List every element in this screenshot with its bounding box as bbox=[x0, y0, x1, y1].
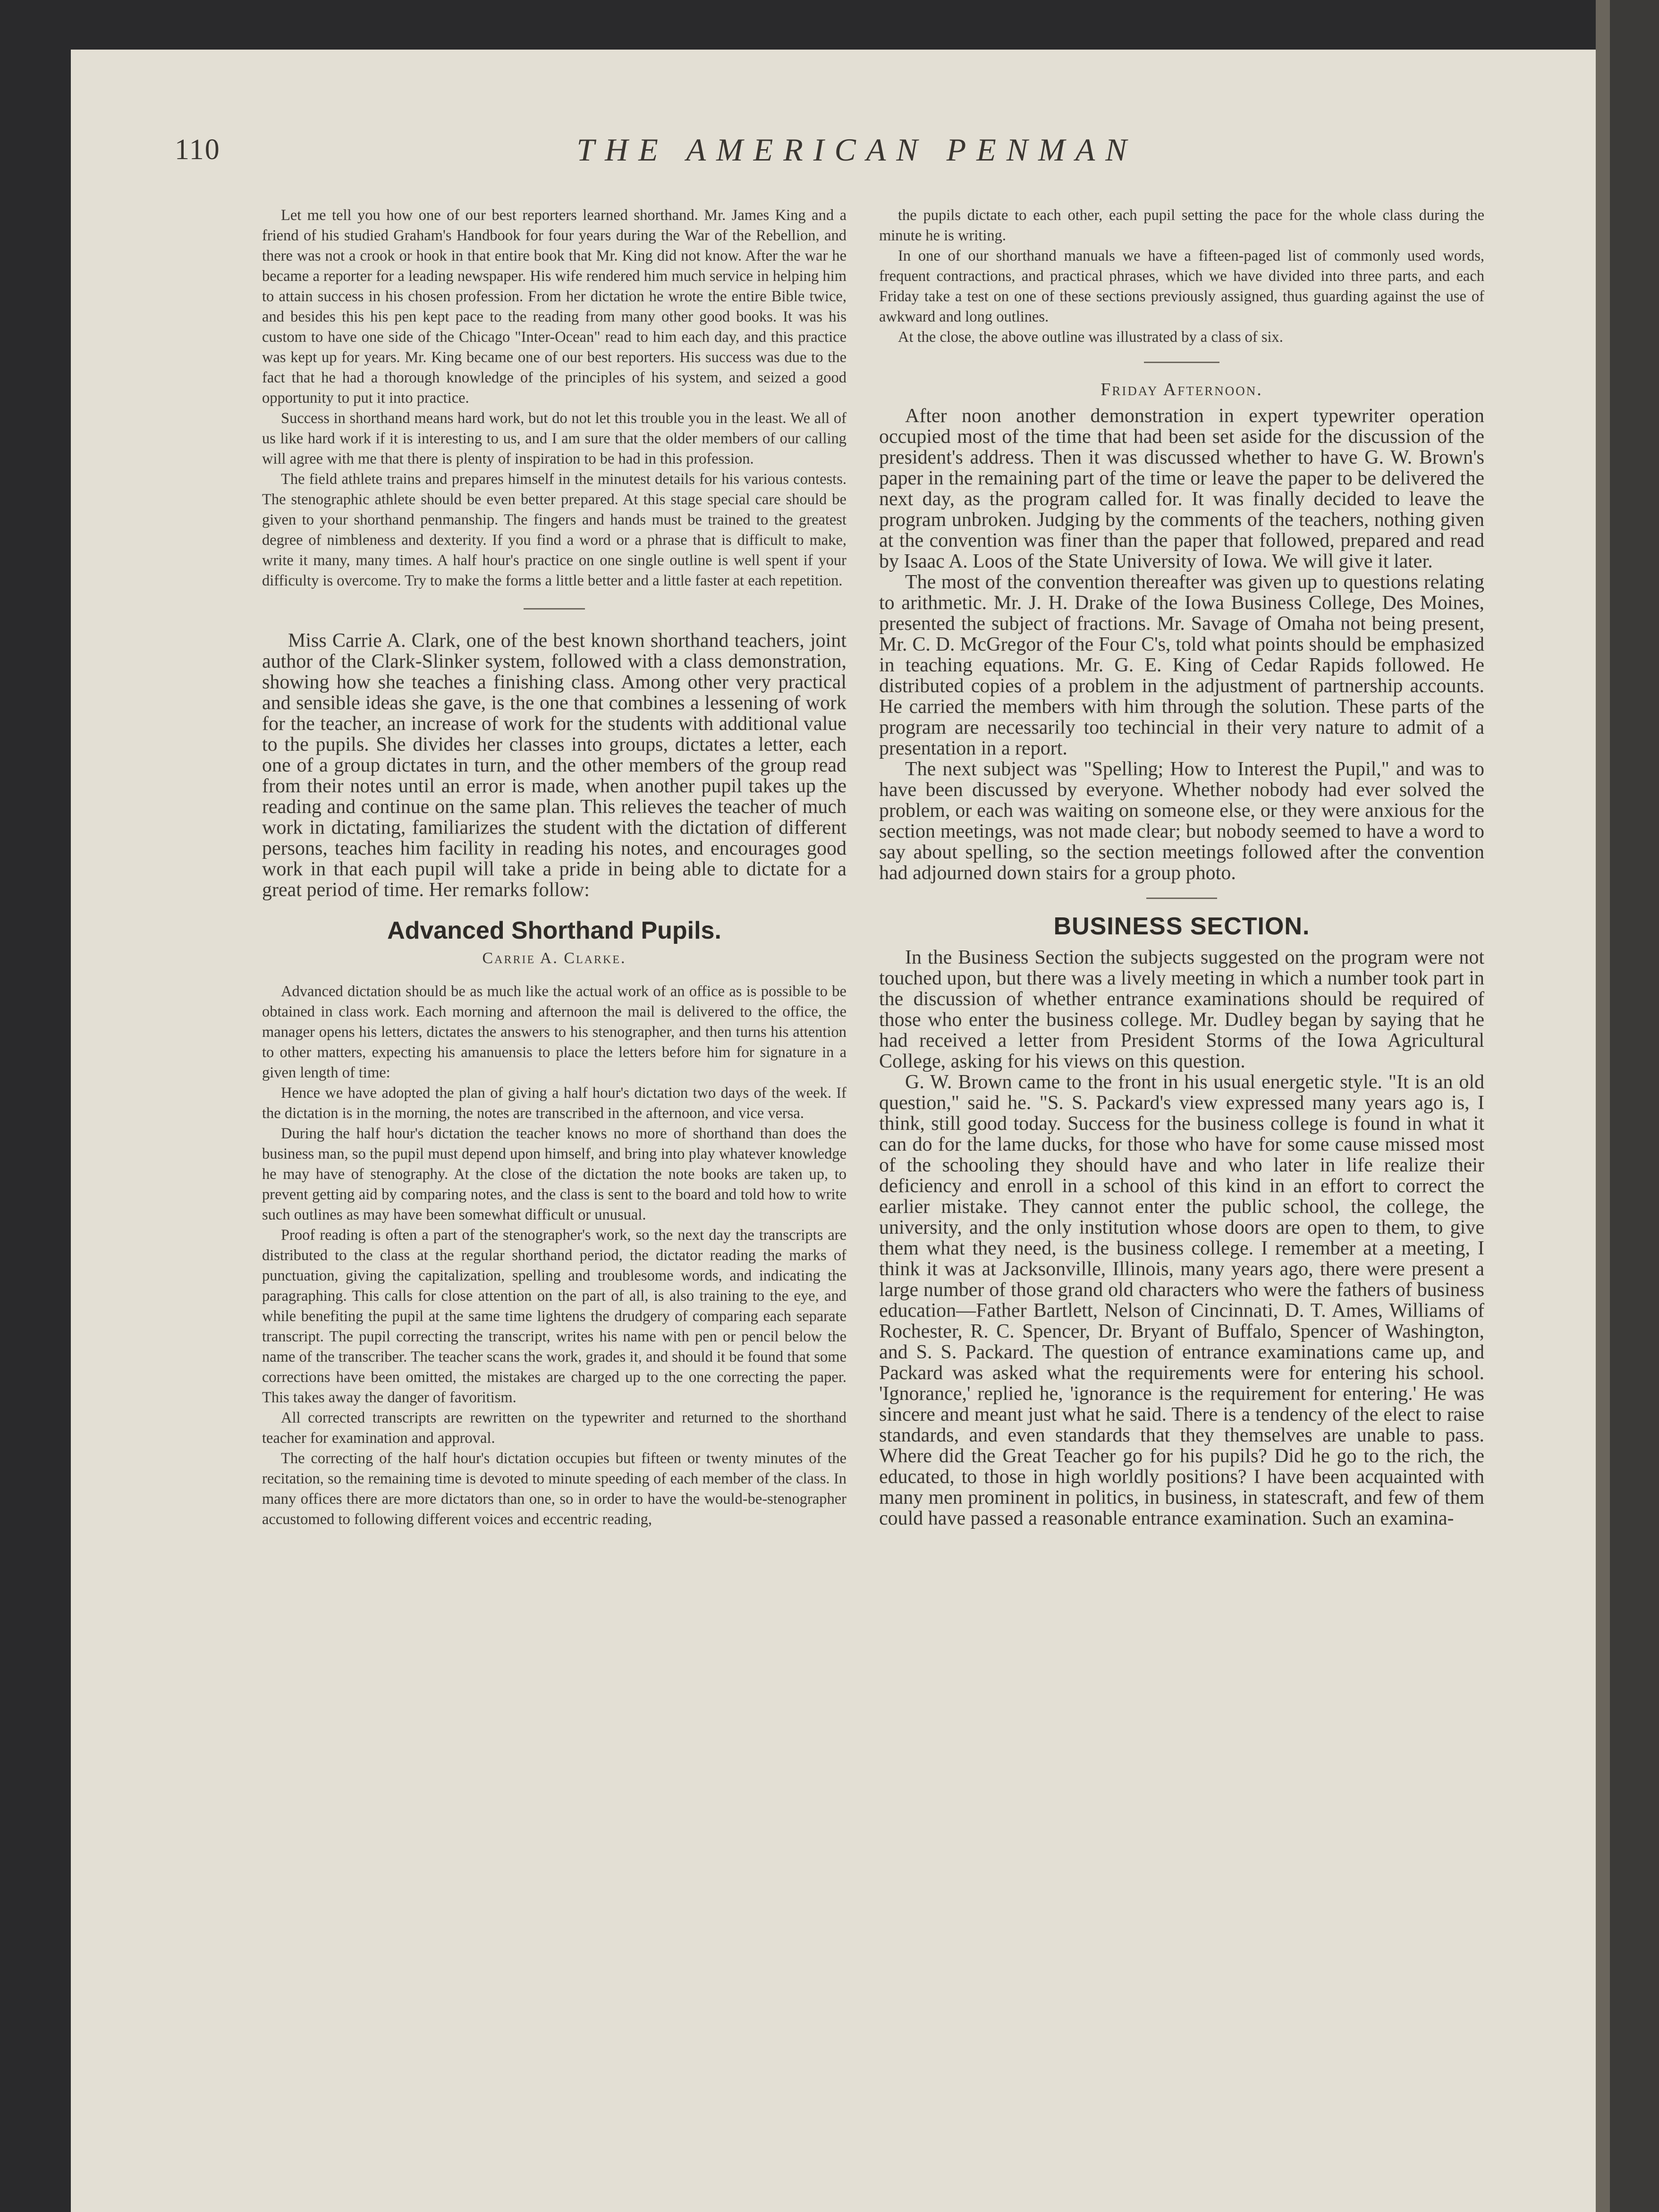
friday-paragraph: After noon another demonstration in expert typewriter operation occupied most of the time that had been set aside for the discussion of the president's address. Then it was discussed whether to have G. W. Brown's paper in the remaining part of the time or leave the paper to be delivered the next day, as the program called for. It was finally decided to leave the program unbroken. Judging by the comments of the teachers, nothing given at the convention was finer than the paper that followed, prepared and read by Isaac A. Loos of the State University of Iowa. We will give it later. bbox=[879, 405, 1484, 572]
page-number: 110 bbox=[175, 134, 220, 166]
business-heading: BUSINESS SECTION. bbox=[1053, 913, 1310, 940]
article-paragraph: All corrected transcripts are rewritten on the typewriter and returned to the shorthand teacher for examination and approval. bbox=[262, 1409, 846, 1447]
continuation-paragraph: At the close, the above outline was illustrated by a class of six. bbox=[898, 329, 1283, 346]
continuation-paragraph: the pupils dictate to each other, each pupil setting the pace for the whole class during the minute he is writing. bbox=[879, 207, 1484, 244]
page-edge bbox=[1596, 0, 1659, 2212]
business-paragraph: G. W. Brown came to the front in his usual energetic style. "It is an old question," said he. "S. S. Packard's view expressed many years ago is, I think, still good today. Success for the business college is found in what it can do for the lame ducks, for those who have for some cause missed most of the schooling they should have and who later in life realize their deficiency and enroll in a school of this kind in an effort to correct the earlier mistake. They cannot enter the public school, the college, the university, and the only institution whose doors are open to them, to give them what they need, is the business college. I remember at a meeting, I think it was at Jacksonville, Illinois, many years ago, there were present a large number of those grand old characters who were the fathers of business education—Father Bartlett, Nelson of Cincinnati, D. T. Ames, Williams of Rochester, R. C. Spencer, Dr. Bryant of Buffalo, Spencer of Washington, and S. S. Packard. The question of entrance examinations came up, and Packard was asked what the requirements were for entering his school. 'Ignorance,' replied he, 'ignorance is the requirement for entering.' He was sincere and meant just what he said. There is a tendency of the elect to raise standards, and even standards that they themselves are unable to pass. Where did the Great Teacher go for his pupils? Did he go to the rich, the educated, to those in high worldly positions? I have been acquainted with many men prominent in politics, in business, in statescraft, and few of them could have passed a reasonable entrance examination. Such an examina- bbox=[879, 1071, 1484, 1529]
clark-paragraph: Miss Carrie A. Clark, one of the best known shorthand teachers, joint author of the Clark-Slinker system, followed with a class demonstration, showing how she teaches a finishing class. Among other very practical and sensible ideas she gave, is the one that combines a lessening of work for the teacher, an increase of work for the students with additional value to the pupils. She divides her classes into groups, dictates a letter, each one of a group dictates in turn, and the other members of the group read from their notes until an error is made, when another pupil takes up the reading and continue on the same plan. This relieves the teacher of much work in dictating, familiarizes the student with the dictation of different persons, teaches him facility in reading his notes, and encourages good work in that each pupil will take a pride in being able to dictate for a great period of time. Her remarks follow: bbox=[262, 630, 846, 901]
article-paragraph: The correcting of the half hour's dictation occupies but fifteen or twenty minutes of the recitation, so the remaining time is devoted to minute speeding of each member of the class. In many offices there are more dictators than one, so in order to have the would-be-stenographer accustomed to following different voices and eccentric reading, bbox=[262, 1450, 846, 1528]
publication-title: THE AMERICAN PENMAN bbox=[576, 132, 1137, 168]
friday-heading: Friday Afternoon. bbox=[1100, 380, 1263, 399]
section-divider bbox=[1144, 362, 1219, 363]
section-divider bbox=[524, 608, 585, 610]
friday-paragraph: The next subject was "Spelling; How to Interest the Pupil," and was to have been discussed by everyone. Whether nobody had ever solved the problem, or each was waiting on someone else, or they were anxious for the section meetings, was not made clear; but nobody seemed to have a word to say about spelling, so the section meetings followed after the convention had adjourned down stairs for a group photo. bbox=[879, 758, 1484, 884]
section-divider bbox=[1146, 898, 1217, 899]
article-paragraph: Advanced dictation should be as much like the actual work of an office as is possible to be obtained in class work. Each morning and afternoon the mail is delivered to the office, the manager opens his letters, dictates the answers to his stenographer, and then turns his attention to other matters, expecting his amanuensis to place the letters before him for signature in a given length of time: bbox=[262, 983, 846, 1081]
left-column bbox=[262, 205, 846, 1530]
article-byline: Carrie A. Clarke. bbox=[482, 949, 626, 967]
intro-paragraph: Let me tell you how one of our best reporters learned shorthand. Mr. James King and a friend of his studied Graham's Handbook for four years during the War of the Rebellion, and there was not a crook or hook in that entire book that Mr. King did not know. After the war he became a reporter for a leading newspaper. His wife rendered him much service in helping him to attain success in his chosen profession. From her dictation he wrote the entire Bible twice, and besides this his pen kept pace to the reading from many other good books. It was his custom to have one side of the Chicago "Inter-Ocean" read to him each day, and this practice was kept up for years. Mr. King became one of our best reporters. His success was due to the fact that he had a thorough knowledge of the principles of his system, and seized a good opportunity to put it into practice. bbox=[262, 207, 846, 407]
friday-paragraph: The most of the convention thereafter was given up to questions relating to arithmetic. Mr. J. H. Drake of the Iowa Business College, Des Moines, presented the subject of fractions. Mr. Savage of Omaha not being present, Mr. C. D. McGregor of the Four C's, told what points should be emphasized in teaching equations. Mr. G. E. King of Cedar Rapids followed. He distributed copies of a problem in the adjustment of partnership accounts. He carried the members with him through the solution. These parts of the program are necessarily too techincial in their very nature to admit of a presentation in a report. bbox=[879, 571, 1484, 759]
right-column bbox=[879, 205, 1484, 1529]
article-heading: Advanced Shorthand Pupils. bbox=[387, 917, 721, 944]
article-paragraph: Proof reading is often a part of the stenographer's work, so the next day the transcripts are distributed to the class at the regular shorthand period, the dictator reading the marks of punctuation, giving the capitalization, spelling and troublesome words, and indicating the paragraphing. This calls for close attention on the part of all, is also training to the eye, and while benefiting the pupil at the same time lightens the drudgery of comparing each separate transcript. The pupil correcting the transcript, writes his name with pen or pencil below the name of the transcriber. The teacher scans the work, grades it, and should it be found that some corrections have been omitted, the mistakes are charged up to the one correcting the paper. This takes away the danger of favoritism. bbox=[262, 1227, 846, 1406]
article-paragraph: Hence we have adopted the plan of giving a half hour's dictation two days of the week. If the dictation is in the morning, the notes are transcribed in the afternoon, and vice versa. bbox=[262, 1085, 846, 1122]
business-paragraph: In the Business Section the subjects suggested on the program were not touched upon, but there was a lively meeting in which a number took part in the discussion of whether entrance examinations should be required of those who enter the business college. Mr. Dudley began by saying that he had received a letter from President Storms of the Iowa Agricultural College, asking for his views on this question. bbox=[879, 947, 1484, 1072]
intro-paragraph: Success in shorthand means hard work, but do not let this trouble you in the least. We all of us like hard work if it is interesting to us, and I am sure that the older members of our calling will agree with me that there is plenty of inspiration to be had in this profession. bbox=[262, 410, 846, 467]
article-paragraph: During the half hour's dictation the teacher knows no more of shorthand than does the business man, so the pupil must depend upon himself, and bring into play whatever knowledge he may have of stenography. At the close of the dictation the note books are taken up, to prevent getting aid by comparing notes, and the class is sent to the board and told how to write such outlines as may have been somewhat difficult or unusual. bbox=[262, 1125, 846, 1223]
page-header bbox=[175, 133, 1487, 176]
continuation-paragraph: In one of our shorthand manuals we have a fifteen-paged list of commonly used words, frequent contractions, and practical phrases, which we have divided into three parts, and each Friday take a test on one of these sections previously assigned, thus guarding against the use of awkward and long outlines. bbox=[879, 247, 1484, 325]
intro-paragraph: The field athlete trains and prepares himself in the minutest details for his various contests. The stenographic athlete should be even better prepared. At this stage special care should be given to your shorthand penmanship. The fingers and hands must be trained to the greatest degree of nimbleness and dexterity. If you find a word or a phrase that is difficult to make, write it many, many times. A half hour's practice on one single outline is well spent if your difficulty is overcome. Try to make the forms a little better and a little faster at each repetition. bbox=[262, 471, 846, 589]
